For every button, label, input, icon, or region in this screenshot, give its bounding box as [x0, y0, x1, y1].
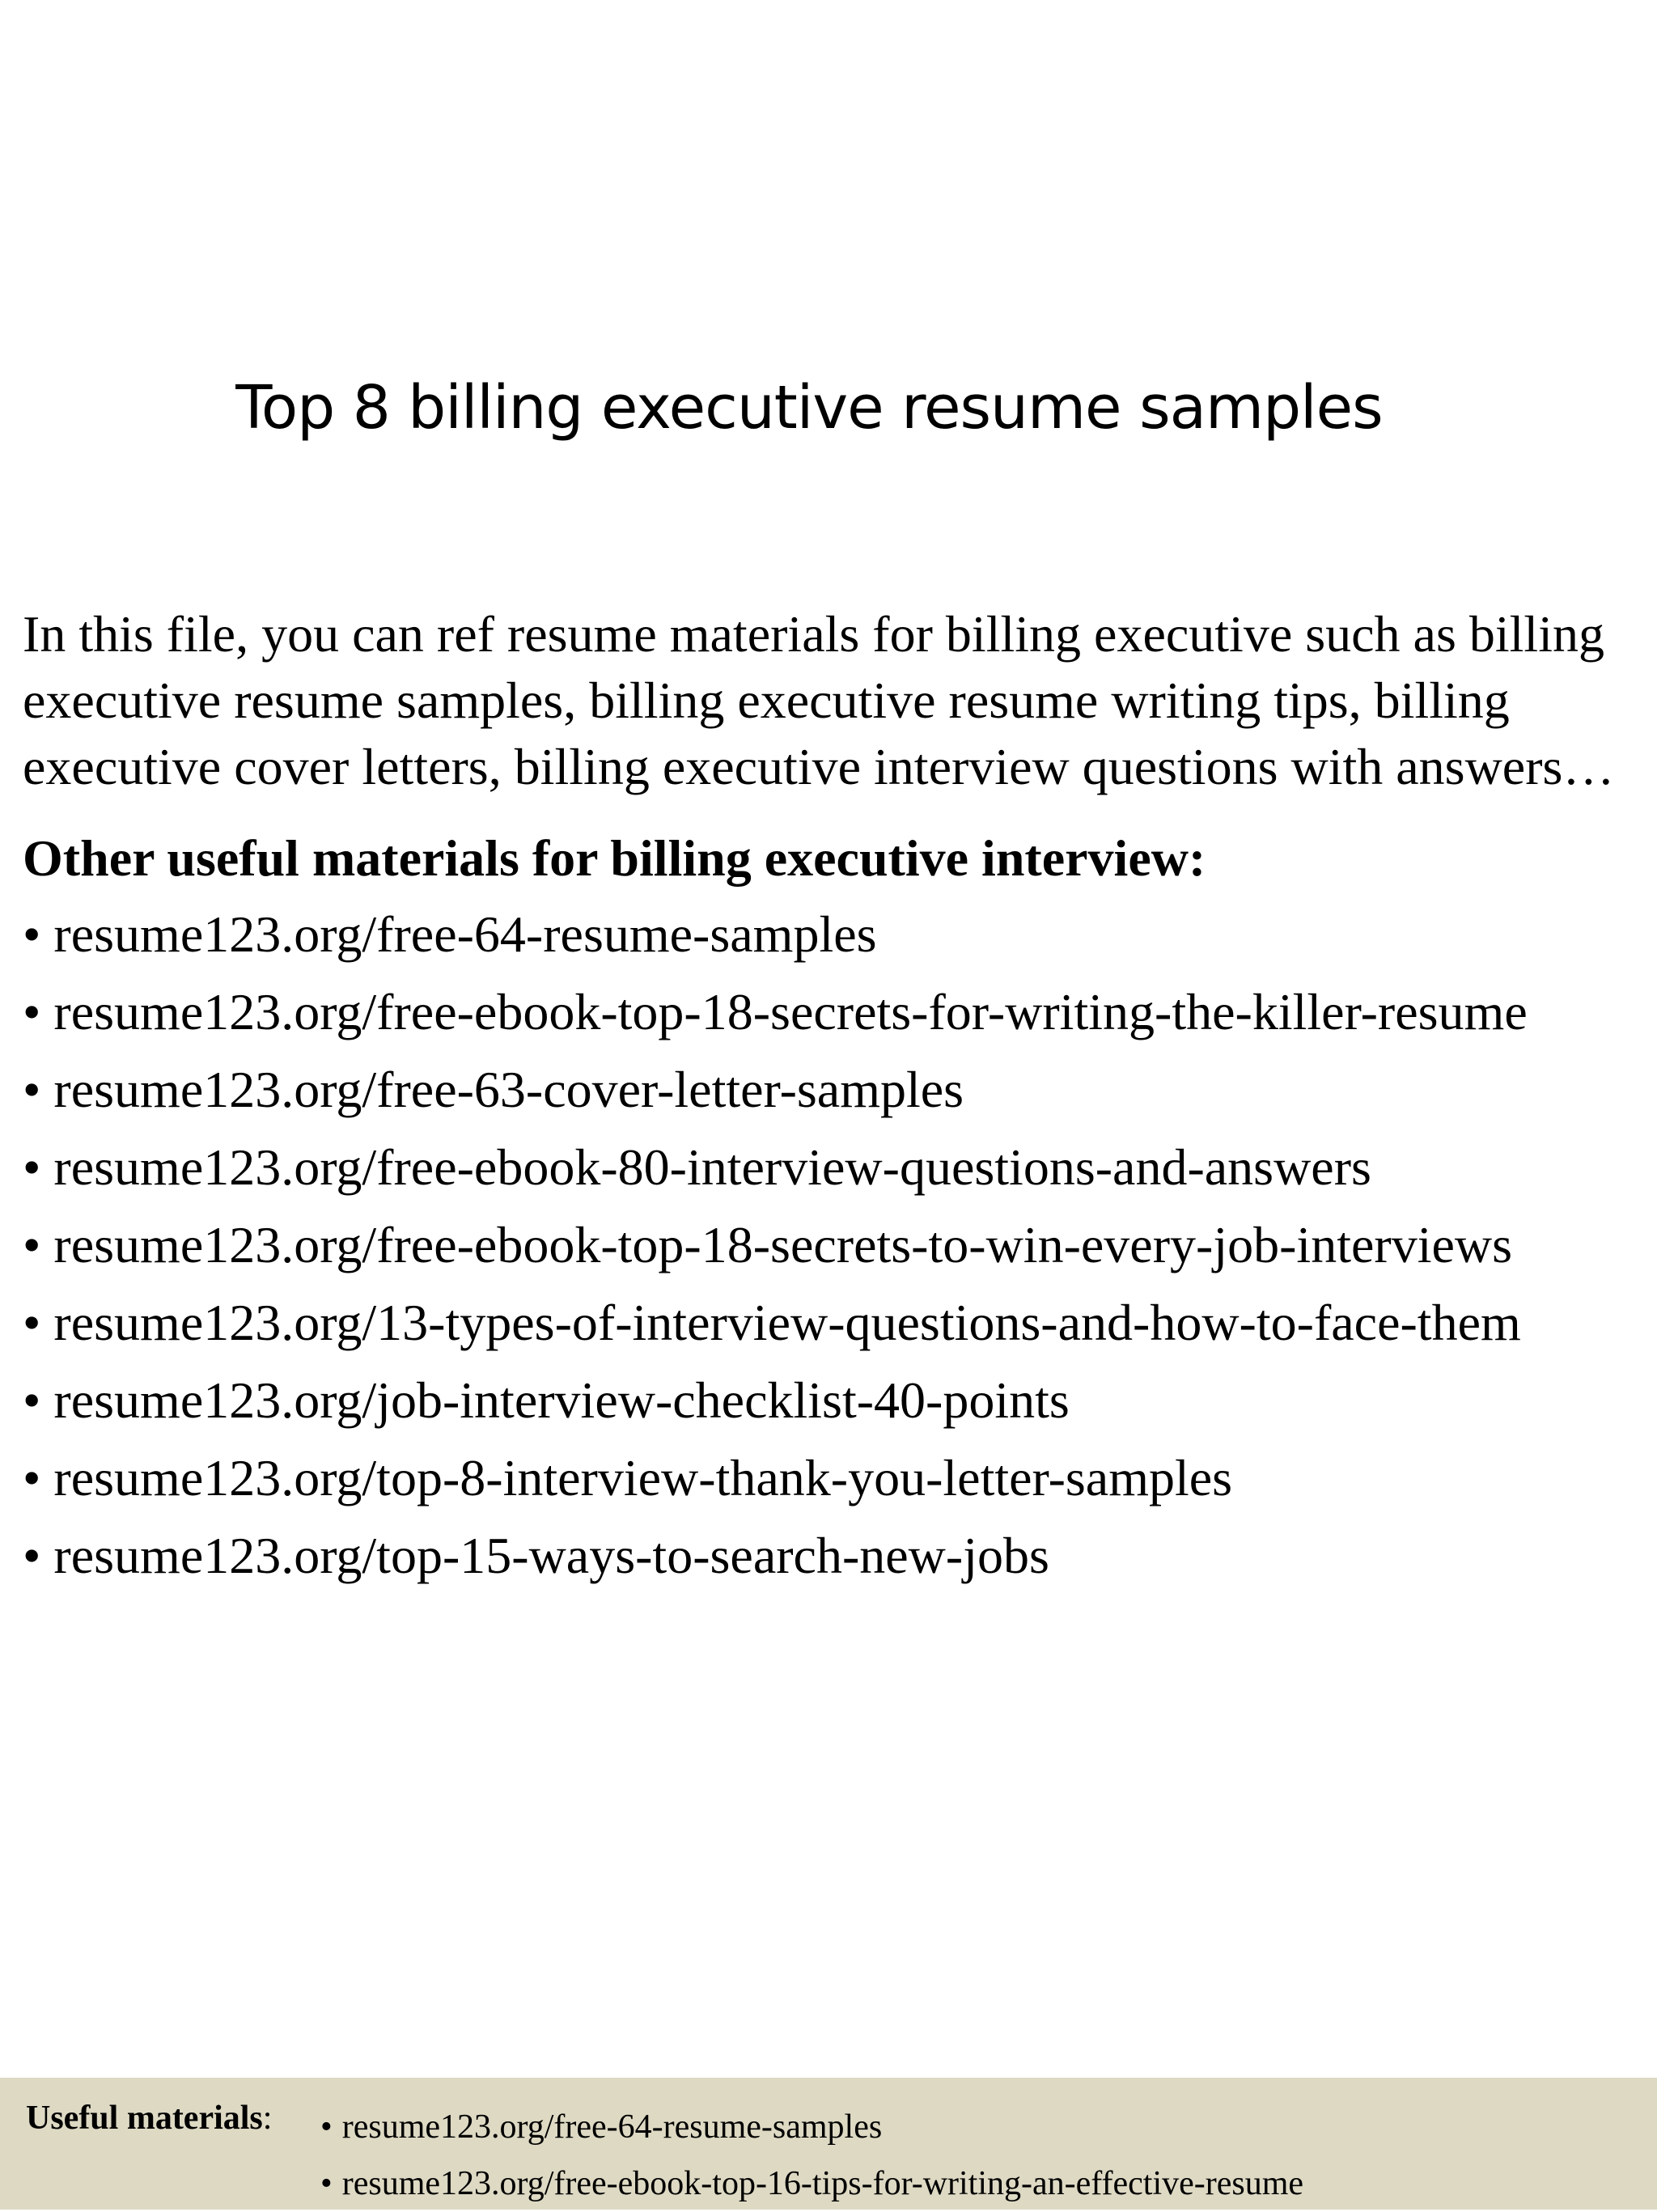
intro-paragraph: In this file, you can ref resume materials for billing executive such as billing executive resume samples, billing executive resume writing tips, billing executive cover letters, billing executive interview questions with answers… [23, 605, 1615, 795]
materials-heading: Other useful materials for billing executive interview: [23, 829, 1206, 887]
footer-label-text: Useful materials [26, 2100, 263, 2137]
materials-link[interactable]: • resume123.org/top-8-interview-thank-you-letter-samples [23, 1439, 1641, 1517]
materials-link[interactable]: • resume123.org/job-interview-checklist-40-points [23, 1362, 1641, 1439]
materials-link[interactable]: • resume123.org/free-ebook-top-18-secrets-for-writing-the-killer-resume [23, 973, 1641, 1051]
materials-link[interactable]: • resume123.org/13-types-of-interview-questions-and-how-to-face-them [23, 1284, 1641, 1362]
footer-bar [0, 2078, 1657, 2210]
footer-link-list [320, 2099, 1303, 2212]
footer-label [26, 2099, 272, 2138]
footer-link[interactable]: • resume123.org/free-ebook-top-16-tips-for-writing-an-effective-resume [320, 2155, 1303, 2212]
footer-link[interactable]: • resume123.org/free-64-resume-samples [320, 2099, 1303, 2155]
materials-link[interactable]: • resume123.org/free-64-resume-samples [23, 896, 1641, 973]
materials-link[interactable]: • resume123.org/free-ebook-top-18-secrets-to-win-every-job-interviews [23, 1206, 1641, 1284]
materials-link[interactable]: • resume123.org/free-63-cover-letter-samples [23, 1051, 1641, 1129]
footer-label-colon: : [262, 2100, 273, 2137]
materials-link[interactable]: • resume123.org/top-15-ways-to-search-new-jobs [23, 1517, 1641, 1595]
document-body [23, 601, 1641, 1595]
materials-link-list [23, 896, 1641, 1595]
page-title: Top 8 billing executive resume samples [235, 373, 1383, 443]
materials-link[interactable]: • resume123.org/free-ebook-80-interview-questions-and-answers [23, 1129, 1641, 1206]
